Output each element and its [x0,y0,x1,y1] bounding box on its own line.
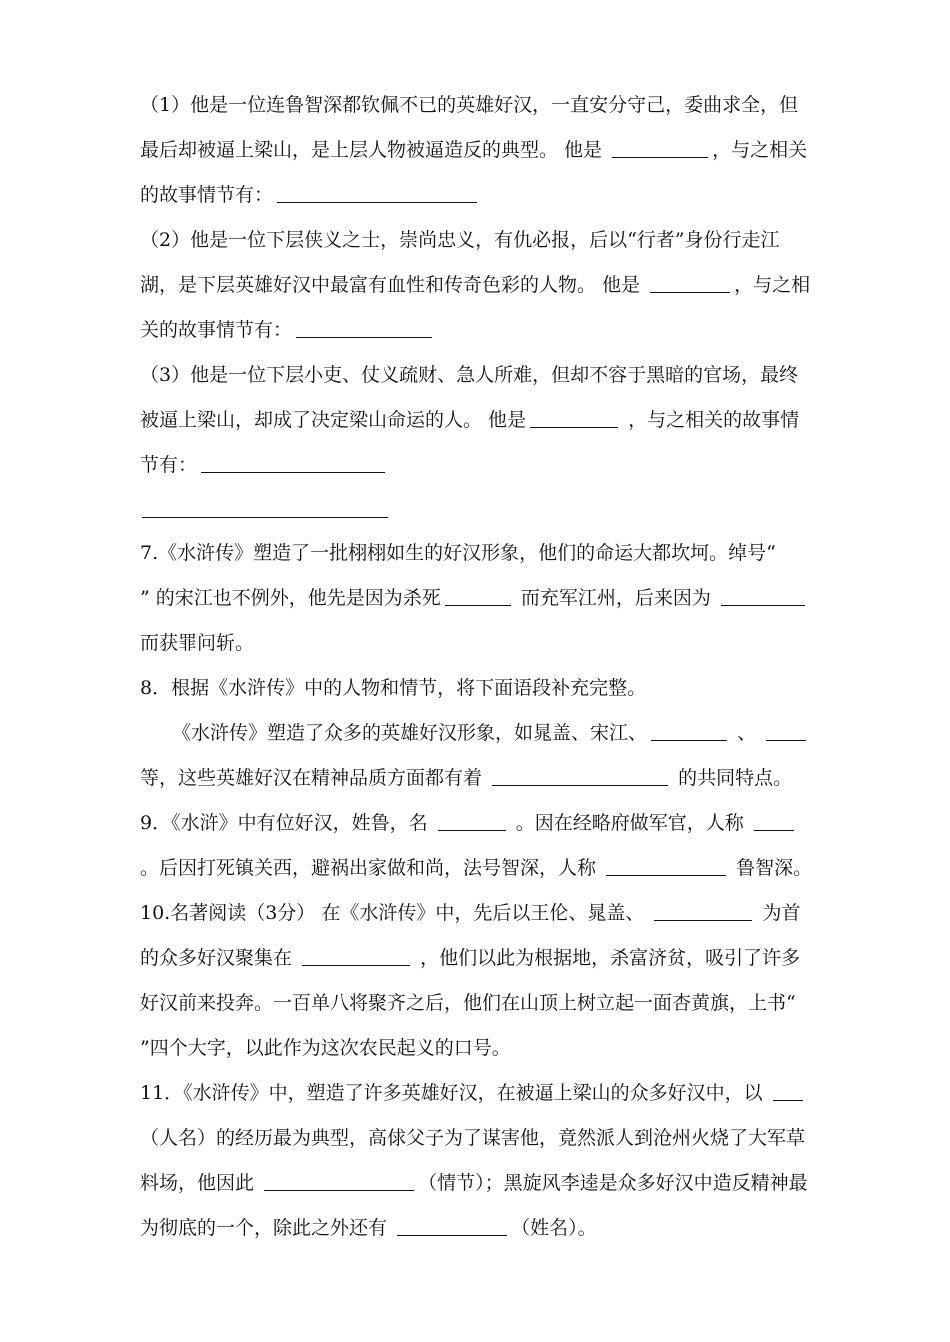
answer-blank[interactable] [651,722,727,741]
answer-blank[interactable] [397,1217,507,1236]
answer-blank[interactable] [296,319,432,338]
q10-line1: 10.名著阅读（3分） 在《水浒传》中，先后以王伦、晁盖、 为首 [140,902,801,924]
answer-blank[interactable] [438,812,506,831]
q7-line3: 而获罪问斩。 [140,632,255,654]
answer-blank[interactable] [492,767,668,786]
answer-blank[interactable] [721,587,805,606]
answer-blank[interactable] [530,409,618,428]
q11-line4: 为彻底的一个，除此之外还有 （姓名）。 [140,1217,597,1239]
answer-blank[interactable] [773,1082,803,1101]
answer-blank[interactable] [302,947,410,966]
q6-p3-line3: 节有： [140,452,870,478]
q6-p2-line1: （2）他是一位下层侠义之士，崇尚忠义，有仇必报，后以“行者”身份行走江 [140,229,780,251]
answer-blank[interactable] [277,184,477,203]
q6-p1-line3: 的故事情节有： [140,182,870,208]
q9-line1: 9．《水浒》中有位好汉，姓鲁，名 。因在经略府做军官，人称 [140,810,870,836]
q9-line2: 。后因打死镇关西，避祸出家做和尚，法号智深，人称 鲁智深。 [140,857,813,879]
q7-line2: ” 的宋江也不例外，他先是因为杀死 而充军江州，后来因为 [140,585,870,611]
q6-p3-line1: （3）他是一位下层小吏、仗义疏财、急人所难，但却不容于黑暗的官场，最终 [140,364,799,386]
answer-blank[interactable] [612,139,708,158]
q6-p2-line2: 湖，是下层英雄好汉中最富有血性和传奇色彩的人物。 他是 ，与之相 [140,274,811,296]
answer-blank[interactable] [654,902,752,921]
q11-line3: 料场，他因此 （情节）；黑旋风李逵是众多好汉中造反精神最 [140,1172,808,1194]
q8-line3: 等，这些英雄好汉在精神品质方面都有着 的共同特点。 [140,767,793,789]
q10-line3: 好汉前来投奔。一百单八将聚齐之后，他们在山顶上树立起一面杏黄旗，上书“ [140,992,796,1014]
answer-blank-line[interactable] [142,517,388,518]
answer-blank[interactable] [650,274,730,293]
q8-line2: 《水浒传》塑造了众多的英雄好汉形象，如晁盖、宋江、 、 [172,720,902,746]
answer-blank[interactable] [606,857,726,876]
answer-blank[interactable] [201,454,385,473]
q7-line1: 7.《水浒传》塑造了一批栩栩如生的好汉形象，他们的命运大都坎坷。绰号“ [140,542,776,564]
q10-line4: ”四个大字，以此作为这次农民起义的口号。 [140,1037,511,1059]
q8-line1: 8．根据《水浒传》中的人物和情节，将下面语段补充完整。 [140,677,647,699]
answer-blank[interactable] [766,722,806,741]
answer-blank[interactable] [445,587,511,606]
q6-p1-line2: 最后却被逼上梁山，是上层人物被逼造反的典型。 他是 ，与之相关 [140,139,808,161]
q6-p3-line2: 被逼上梁山，却成了决定梁山命运的人。 他是 ，与之相关的故事情 [140,409,800,431]
q6-p1-line1: （1）他是一位连鲁智深都钦佩不已的英雄好汉，一直安分守己，委曲求全，但 [140,94,799,116]
q11-line1: 11．《水浒传》中，塑造了许多英雄好汉，在被逼上梁山的众多好汉中，以 [140,1080,870,1106]
q11-line2: （人名）的经历最为典型，高俅父子为了谋害他，竟然派人到沧州火烧了大军草 [140,1127,806,1149]
q6-p2-line3: 关的故事情节有： [140,317,870,343]
answer-blank[interactable] [264,1172,414,1191]
q10-line2: 的众多好汉聚集在 ，他们以此为根据地，杀富济贫，吸引了许多 [140,947,801,969]
answer-blank[interactable] [754,812,794,831]
